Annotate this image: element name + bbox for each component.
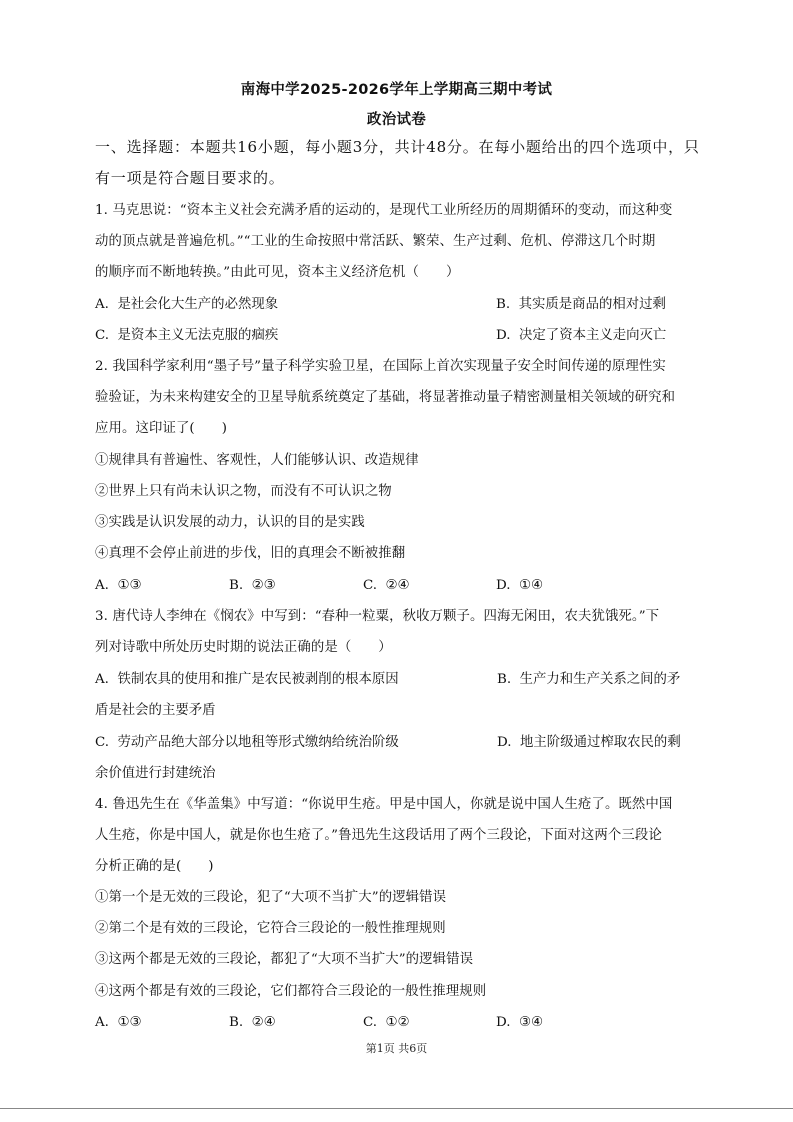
q2-option-d: D. ①④ xyxy=(496,578,544,593)
q2-option-a: A. ①③ xyxy=(95,578,142,593)
q3-option-d: D. 地主阶级通过榨取农民的剩 xyxy=(497,735,681,750)
q1-option-c: C. 是资本主义无法克服的痼疾 xyxy=(95,328,279,343)
q1-option-b: B. 其实质是商品的相对过剩 xyxy=(496,297,666,312)
q2-statement-4: ④真理不会停止前进的步伐，旧的真理会不断被推翻 xyxy=(95,546,406,561)
page-bottom-divider xyxy=(0,1108,793,1109)
question-4-line-1: 4. 鲁迅先生在《华盖集》中写道：“你说甲生疮。甲是中国人，你就是说中国人生疮了。既然中国 xyxy=(95,797,673,812)
exam-title: 南海中学2025-2026学年上学期高三期中考试 xyxy=(240,82,553,98)
question-4-line-2: 人生疮，你是中国人，就是你也生疮了。”鲁迅先生这段话用了两个三段论，下面对这两个三段论 xyxy=(95,828,662,843)
q4-option-a: A. ①③ xyxy=(95,1015,142,1030)
exam-subject: 政治试卷 xyxy=(366,112,427,128)
q2-option-b: B. ②③ xyxy=(229,578,276,593)
q4-statement-3: ③这两个都是无效的三段论，都犯了“大项不当扩大”的逻辑错误 xyxy=(95,952,474,967)
question-2-line-2: 验验证，为未来构建安全的卫星导航系统奠定了基础，将显著推动量子精密测量相关领域的研究和 xyxy=(95,390,676,405)
q4-statement-2: ②第二个是有效的三段论，它符合三段论的一般性推理规则 xyxy=(95,921,446,936)
page-number: 第1页 共6页 xyxy=(365,1042,428,1055)
q4-statement-1: ①第一个是无效的三段论，犯了“大项不当扩大”的逻辑错误 xyxy=(95,890,447,905)
q4-option-b: B. ②④ xyxy=(229,1015,276,1030)
q3-option-c: C. 劳动产品绝大部分以地租等形式缴纳给统治阶级 xyxy=(95,735,399,750)
question-4-line-3: 分析正确的是( ) xyxy=(95,859,214,874)
q3-option-b-continued: 盾是社会的主要矛盾 xyxy=(95,703,216,718)
q3-option-b: B. 生产力和生产关系之间的矛 xyxy=(497,672,681,687)
q2-statement-1: ①规律具有普遍性、客观性，人们能够认识、改造规律 xyxy=(95,453,419,468)
q2-statement-2: ②世界上只有尚未认识之物，而没有不可认识之物 xyxy=(95,484,392,499)
q2-statement-3: ③实践是认识发展的动力，认识的目的是实践 xyxy=(95,515,365,530)
q4-option-c: C. ①② xyxy=(363,1015,410,1030)
q3-option-d-continued: 余价值进行封建统治 xyxy=(95,766,216,781)
section-instruction: 一、选择题：本题共16小题，每小题3分，共计48分。在每小题给出的四个选项中，只有一项是符合题目要求的。 xyxy=(95,138,700,187)
question-2-line-1: 2. 我国科学家利用“墨子号”量子科学实验卫星，在国际上首次实现量子安全时间传递的原理性实 xyxy=(95,359,666,374)
q4-option-d: D. ③④ xyxy=(496,1015,544,1030)
q2-option-c: C. ②④ xyxy=(363,578,410,593)
q1-option-a: A. 是社会化大生产的必然现象 xyxy=(95,297,279,312)
q1-option-d: D. 决定了资本主义走向灭亡 xyxy=(496,328,667,343)
q4-statement-4: ④这两个都是有效的三段论，它们都符合三段论的一般性推理规则 xyxy=(95,984,487,999)
question-2-line-3: 应用。这印证了( ) xyxy=(95,421,228,436)
question-3-line-2: 列对诗歌中所处历史时期的说法正确的是（ ） xyxy=(95,640,392,655)
question-3-line-1: 3. 唐代诗人李绅在《悯农》中写到：“春种一粒粟，秋收万颗子。四海无闲田，农夫犹饿死。”下 xyxy=(95,609,660,624)
q3-option-a: A. 铁制农具的使用和推广是农民被剥削的根本原因 xyxy=(95,672,399,687)
question-1-line-2: 动的顶点就是普遍危机。”“工业的生命按照中常活跃、繁荣、生产过剩、危机、停滞这几个时期 xyxy=(95,234,656,249)
question-1-line-3: 的顺序而不断地转换。”由此可见，资本主义经济危机（ ） xyxy=(95,265,460,280)
question-1-line-1: 1. 马克思说：“资本主义社会充满矛盾的运动的，是现代工业所经历的周期循环的变动，而这种变 xyxy=(95,203,673,218)
